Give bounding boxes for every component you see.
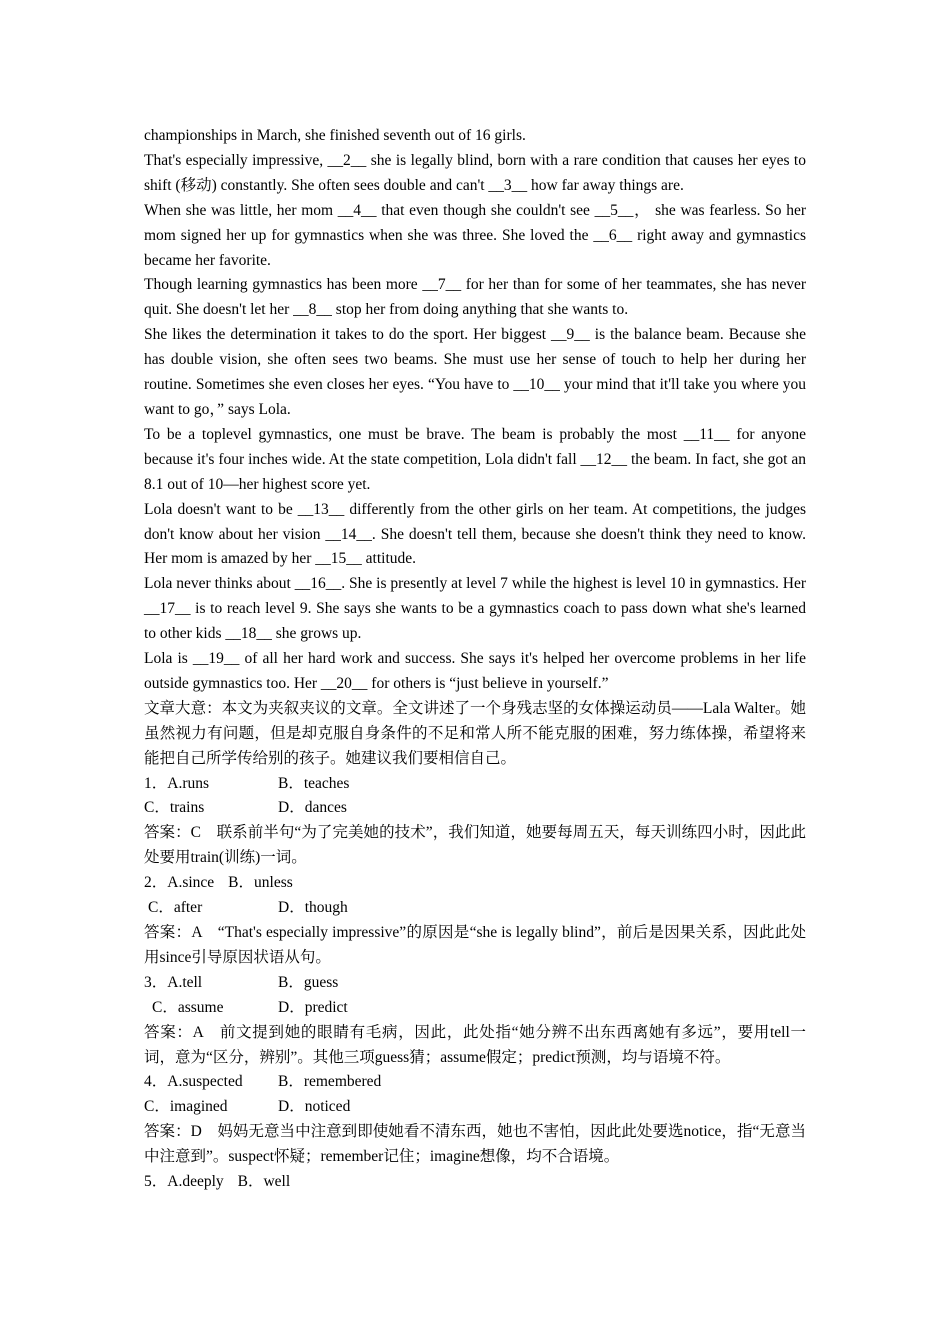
answer-explanation: 答案：A 前文提到她的眼睛有毛病，因此，此处指“她分辨不出东西离她有多远”，要用tell一词，意为“区分，辨别”。其他三项guess猜；assume假定；predict预测，均与语境不符。 xyxy=(144,1023,806,1066)
option-a: 4．A.suspected xyxy=(144,1073,243,1091)
passage-paragraph: Though learning gymnastics has been more __7__ for her than for some of her teammates, she has never quit. She doesn't let her __8__ stop her from doing anything that she wants to. xyxy=(144,276,806,319)
option-d: D．dances xyxy=(278,799,347,817)
option-c: C．trains xyxy=(144,799,205,817)
option-d: D．noticed xyxy=(278,1098,351,1116)
passage-paragraph: Lola never thinks about __16__. She is presently at level 7 while the highest is level 10 in gymnastics. Her __17__ is to reach level 9. She says she wants to be a gymnastics coach to pass down what she's learned to other kids __18__ she grows up. xyxy=(144,575,806,643)
passage-paragraph: When she was little, her mom __4__ that even though she couldn't see __5__， she was fearless. So her mom signed her up for gymnastics when she was three. She loved the __6__ right away and gymnastics became her favorite. xyxy=(144,201,806,269)
answer-explanation: 答案：A “That's especially impressive”的原因是“she is legally blind”，前后是因果关系，因此此处用since引导原因状语从句。 xyxy=(144,924,806,966)
question-4-options-row xyxy=(144,1070,806,1095)
passage-paragraph: She likes the determination it takes to do the sport. Her biggest __9__ is the balance beam. Because she has double vision, she often sees two beams. She must use her sense of touch to help her during her routine. Sometimes she even closes her eyes. “You have to __10__ your mind that it'll take you where you want to go，” says Lola. xyxy=(144,326,806,418)
question-4-options-row xyxy=(144,1095,806,1120)
document-page xyxy=(144,124,806,1195)
option-b: B．remembered xyxy=(278,1073,382,1091)
passage-paragraph: championships in March, she finished seventh out of 16 girls. xyxy=(144,127,526,144)
question-2-options-row xyxy=(144,871,806,896)
option-a: 2．A.since xyxy=(144,874,215,892)
question-1-options-row xyxy=(144,796,806,821)
option-d: D．though xyxy=(278,899,348,917)
option-a: 5．A.deeply xyxy=(144,1173,224,1191)
passage-paragraph: Lola is __19__ of all her hard work and success. She says it's helped her overcome problems in her life outside gymnastics too. Her __20__ for others is “just believe in yourself.” xyxy=(144,650,806,692)
option-c: C．after xyxy=(148,899,203,917)
option-a: 3．A.tell xyxy=(144,973,203,991)
option-c: C．imagined xyxy=(144,1098,228,1116)
answer-explanation: 答案：D 妈妈无意当中注意到即使她看不清东西，她也不害怕，因此此处要选notice，指“无意当中注意到”。suspect怀疑；remember记住；imagine想像，均不合语境。 xyxy=(144,1123,806,1166)
option-b: B．unless xyxy=(228,874,293,892)
question-3-options-row xyxy=(144,996,806,1021)
option-b: B．guess xyxy=(278,973,339,991)
option-d: D．predict xyxy=(278,998,348,1016)
summary-paragraph: 文章大意：本文为夹叙夹议的文章。全文讲述了一个身残志坚的女体操运动员——Lala Walter。她虽然视力有问题，但是却克服自身条件的不足和常人所不能克服的困难，努力练体操，希望将来能把自己所学传给别的孩子。她建议我们要相信自己。 xyxy=(144,699,806,767)
answer-explanation: 答案：C 联系前半句“为了完美她的技术”，我们知道，她要每周五天，每天训练四小时，因此此处要用train(训练)一词。 xyxy=(144,824,806,867)
option-a: 1．A.runs xyxy=(144,774,210,792)
option-b: B．teaches xyxy=(278,774,350,792)
option-c: C．assume xyxy=(152,998,224,1016)
question-3-options-row xyxy=(144,971,806,996)
passage-paragraph: That's especially impressive, __2__ she is legally blind, born with a rare condition that causes her eyes to shift (移动) constantly. She often sees double and can't __3__ how far away things are. xyxy=(144,151,806,194)
option-b: B．well xyxy=(237,1173,291,1191)
passage-paragraph: To be a toplevel gymnastics, one must be brave. The beam is probably the most __11__ for anyone because it's four inches wide. At the state competition, Lola didn't fall __12__ the beam. In fact, she got an 8.1 out of 10—her highest score yet. xyxy=(144,425,806,493)
question-1-options-row xyxy=(144,772,806,797)
question-2-options-row xyxy=(144,896,806,921)
question-5-options-row xyxy=(144,1170,806,1195)
passage-paragraph: Lola doesn't want to be __13__ differently from the other girls on her team. At competitions, the judges don't know about her vision __14__. She doesn't tell them, because she doesn't think they need to know. Her mom is amazed by her __15__ attitude. xyxy=(144,500,806,568)
